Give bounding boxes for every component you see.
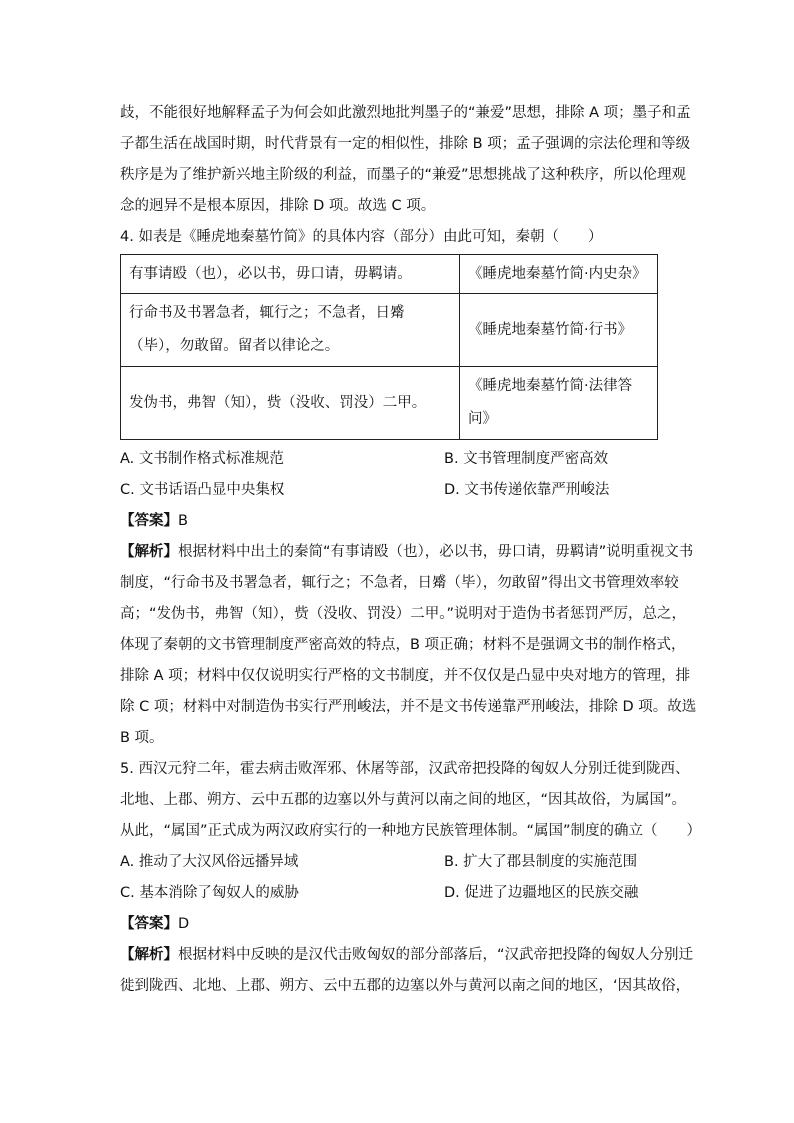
q5-analysis-line-1 [120, 945, 694, 965]
q4-option-d: D. 文书传递依靠严刑峻法 [444, 482, 610, 498]
table-cell-content: 发伪书，弗智（知），赀（没收、罚没）二甲。 [121, 367, 460, 440]
analysis-text: 根据材料中反映的是汉代击败匈奴的部分部落后，“汉武帝把投降的匈奴人分别迁 [178, 947, 694, 963]
table-cell-source: 《睡虎地秦墓竹简·内史杂》 [460, 255, 658, 294]
question-4-table [120, 254, 658, 440]
q5-option-c: C. 基本消除了匈奴人的威胁 [120, 885, 299, 901]
q4-answer [120, 511, 680, 531]
q5-option-a: A. 推动了大汉风俗远播异域 [120, 854, 299, 870]
q5-analysis-line-2: 徙到陇西、北地、上郡、朔方、云中五郡的边塞以外与黄河以南之间的地区，‘因其故俗， [120, 978, 691, 994]
intro-line-2: 子都生活在战国时期，时代背景有一定的相似性，排除 B 项；孟子强调的宗法伦理和等级 [120, 136, 691, 152]
q4-option-a: A. 文书制作格式标准规范 [120, 451, 284, 467]
q4-analysis-line-3: 高；“发伪书，弗智（知），赀（没收、罚没）二甲。”说明对于造伪书者惩罚严厉，总之， [120, 606, 687, 622]
q4-analysis-line-5: 排除 A 项；材料中仅仅说明实行严格的文书制度，并不仅仅是凸显中央对地方的管理，排 [120, 668, 691, 684]
q5-option-d: D. 促进了边疆地区的民族交融 [444, 885, 639, 901]
q4-analysis-line-2: 制度，“行命书及书署急者，辄行之；不急者，日觱（毕），勿敢留”得出文书管理效率较 [120, 575, 679, 591]
answer-value: D [178, 916, 190, 932]
answer-value: B [178, 513, 188, 529]
table-row [121, 294, 658, 367]
analysis-text: 根据材料中出土的秦简“有事请殴（也），必以书，毋口请，毋羁请”说明重视文书 [178, 544, 694, 560]
answer-label: 【答案】 [120, 916, 178, 932]
q4-analysis-line-4: 体现了秦朝的文书管理制度严密高效的特点，B 项正确；材料不是强调文书的制作格式， [120, 637, 686, 653]
analysis-label: 【解析】 [120, 544, 178, 560]
q5-stem-line-1: 5. 西汉元狩二年，霍去病击败浑邪、休屠等部，汉武帝把投降的匈奴人分别迁徙到陇西、 [120, 761, 690, 777]
analysis-label: 【解析】 [120, 947, 178, 963]
q5-answer [120, 914, 680, 934]
intro-line-1: 歧，不能很好地解释孟子为何会如此激烈地批判墨子的“兼爱”思想，排除 A 项；墨子和孟 [120, 105, 691, 121]
q5-stem-line-2: 北地、上郡、朔方、云中五郡的边塞以外与黄河以南之间的地区，“因其故俗，为属国”。 [120, 792, 687, 808]
question-4-stem: 4. 如表是《睡虎地秦墓竹简》的具体内容（部分）由此可知，秦朝（ ） [120, 229, 603, 245]
intro-line-4: 念的迥异不是根本原因，排除 D 项。故选 C 项。 [120, 198, 436, 214]
answer-label: 【答案】 [120, 513, 178, 529]
q5-option-b: B. 扩大了郡县制度的实施范围 [444, 854, 638, 870]
table-row [121, 367, 658, 440]
intro-line-3: 秩序是为了维护新兴地主阶级的利益，而墨子的“兼爱”思想挑战了这种秩序，所以伦理观 [120, 167, 687, 183]
table-cell-source: 《睡虎地秦墓竹简·法律答问》 [460, 367, 658, 440]
q4-option-b: B. 文书管理制度严密高效 [444, 451, 609, 467]
q4-analysis-line-6: 除 C 项；材料中对制造伪书实行严刑峻法，并不是文书传递靠严刑峻法，排除 D 项。故选 [120, 699, 697, 715]
table-cell-content: 行命书及书署急者，辄行之；不急者，日觱（毕），勿敢留。留者以律论之。 [121, 294, 460, 367]
q4-analysis-line-7: B 项。 [120, 730, 164, 746]
q4-analysis-line-1 [120, 542, 694, 562]
table-row [121, 255, 658, 294]
q5-stem-line-3: 从此，“属国”正式成为两汉政府实行的一种地方民族管理体制。“属国”制度的确立（ ） [120, 823, 702, 839]
table-cell-content: 有事请殴（也），必以书，毋口请，毋羁请。 [121, 255, 460, 294]
q4-option-c: C. 文书话语凸显中央集权 [120, 482, 285, 498]
table-cell-source: 《睡虎地秦墓竹简·行书》 [460, 294, 658, 367]
